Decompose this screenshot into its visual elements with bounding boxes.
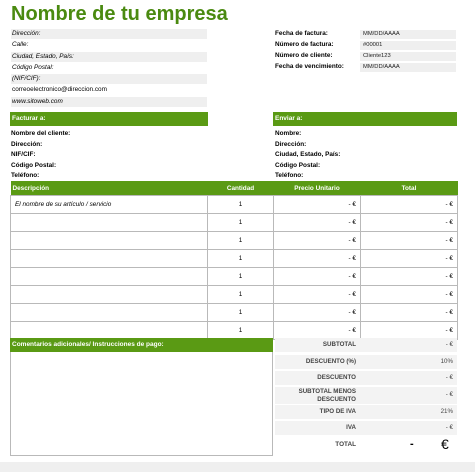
tax-id-line[interactable]: (NIF/CIF): (11, 74, 207, 84)
summary-label: DESCUENTO (%) (305, 358, 356, 365)
comments-header: Comentarios adicionales/ Instrucciones de pago: (10, 338, 273, 352)
postal-line[interactable]: Código Postal: (12, 64, 54, 71)
header-unit-price: Precio Unitario (274, 181, 361, 196)
item-quantity[interactable]: 1 (208, 250, 274, 268)
bill-to-tax-id[interactable]: NIF/CIF: (11, 151, 36, 159)
email-line[interactable]: correoelectronico@direccion.com (12, 86, 107, 93)
summary-label: IVA (346, 424, 356, 431)
footer-strip (0, 462, 475, 472)
summary-label: SUBTOTAL MENOS DESCUENTO (298, 388, 356, 403)
due-date-label: Fecha de vencimiento: (275, 63, 344, 70)
item-unit-price[interactable]: - € (274, 214, 361, 232)
summary-row (275, 338, 457, 352)
item-total[interactable]: - € (361, 286, 458, 304)
item-description[interactable] (11, 214, 208, 232)
ship-to-header: Enviar a: (273, 112, 457, 126)
bill-to-address[interactable]: Dirección: (11, 140, 43, 148)
summary-value[interactable]: - € (445, 374, 453, 381)
ship-to-name[interactable]: Nombre: (275, 130, 302, 137)
client-number-label: Número de cliente: (275, 52, 333, 59)
summary-row (275, 371, 457, 385)
invoice-number-value[interactable]: #00001 (360, 41, 456, 50)
table-row (11, 196, 458, 214)
street-line[interactable]: Calle: (12, 41, 29, 48)
summary-row (275, 387, 457, 404)
item-quantity[interactable]: 1 (208, 286, 274, 304)
item-unit-price[interactable]: - € (274, 232, 361, 250)
table-row (11, 214, 458, 232)
city-line[interactable]: Ciudad, Estado, País: (11, 52, 207, 62)
header-description: Descripción (11, 181, 208, 196)
table-row (11, 322, 458, 340)
item-quantity[interactable]: 1 (208, 196, 274, 214)
item-total[interactable]: - € (361, 196, 458, 214)
item-description[interactable] (11, 268, 208, 286)
summary-row (275, 405, 457, 419)
summary-value[interactable]: - € (445, 424, 453, 431)
item-description[interactable] (11, 304, 208, 322)
table-row (11, 304, 458, 322)
comments-area[interactable] (10, 352, 273, 456)
table-row (11, 286, 458, 304)
total-dash: - (410, 438, 414, 450)
item-total[interactable]: - € (361, 214, 458, 232)
item-description[interactable] (11, 250, 208, 268)
summary-row (275, 421, 457, 435)
bill-to-postal[interactable]: Código Postal: (11, 161, 57, 169)
bill-to-fields (11, 129, 70, 182)
invoice-date-value[interactable]: MM/DD/AAAA (360, 30, 456, 39)
item-quantity[interactable]: 1 (208, 304, 274, 322)
item-quantity[interactable]: 1 (208, 322, 274, 340)
item-total[interactable]: - € (361, 250, 458, 268)
ship-to-phone[interactable]: Teléfono: (275, 172, 304, 180)
table-row (11, 232, 458, 250)
item-quantity[interactable]: 1 (208, 268, 274, 286)
items-table (10, 181, 458, 340)
item-total[interactable]: - € (361, 232, 458, 250)
summary-label: DESCUENTO (317, 374, 356, 381)
item-unit-price[interactable]: - € (274, 322, 361, 340)
due-date-value[interactable]: MM/DD/AAAA (360, 63, 456, 72)
item-quantity[interactable]: 1 (208, 232, 274, 250)
summary-value[interactable]: 21% (440, 408, 453, 415)
ship-to-address[interactable]: Dirección: (275, 140, 307, 148)
item-unit-price[interactable]: - € (274, 196, 361, 214)
website-line[interactable]: www.sitoweb.com (11, 97, 207, 107)
total-label: TOTAL (335, 441, 356, 448)
item-total[interactable]: - € (361, 268, 458, 286)
total-row (275, 437, 457, 454)
item-total[interactable]: - € (361, 304, 458, 322)
item-unit-price[interactable]: - € (274, 250, 361, 268)
invoice-date-label: Fecha de factura: (275, 30, 328, 37)
company-name: Nombre de tu empresa (11, 3, 228, 25)
item-unit-price[interactable]: - € (274, 304, 361, 322)
bill-to-phone[interactable]: Teléfono: (11, 172, 40, 180)
item-description[interactable] (11, 286, 208, 304)
item-unit-price[interactable]: - € (274, 286, 361, 304)
item-unit-price[interactable]: - € (274, 268, 361, 286)
item-description[interactable] (11, 232, 208, 250)
header-quantity: Cantidad (208, 181, 274, 196)
table-row (11, 250, 458, 268)
summary-value[interactable]: - € (445, 391, 453, 398)
item-description[interactable]: El nombre de su artículo / servicio (11, 196, 208, 214)
total-currency: € (441, 436, 449, 452)
bill-to-client-name[interactable]: Nombre del cliente: (11, 130, 71, 137)
table-row (11, 268, 458, 286)
address-line[interactable]: Dirección: (11, 29, 207, 39)
summary-value[interactable]: 10% (440, 358, 453, 365)
item-total[interactable]: - € (361, 322, 458, 340)
summary-label: TIPO DE IVA (319, 408, 356, 415)
item-quantity[interactable]: 1 (208, 214, 274, 232)
summary-label: SUBTOTAL (322, 341, 356, 348)
ship-to-postal[interactable]: Código Postal: (275, 161, 321, 169)
item-description[interactable] (11, 322, 208, 340)
bill-to-header: Facturar a: (10, 112, 208, 126)
ship-to-fields (275, 129, 340, 182)
summary-value[interactable]: - € (445, 341, 453, 348)
ship-to-city[interactable]: Ciudad, Estado, País: (275, 151, 341, 159)
summary-row (275, 355, 457, 369)
invoice-number-label: Número de factura: (275, 41, 334, 48)
client-number-value[interactable]: Cliente123 (360, 52, 456, 61)
header-total: Total (361, 181, 458, 196)
